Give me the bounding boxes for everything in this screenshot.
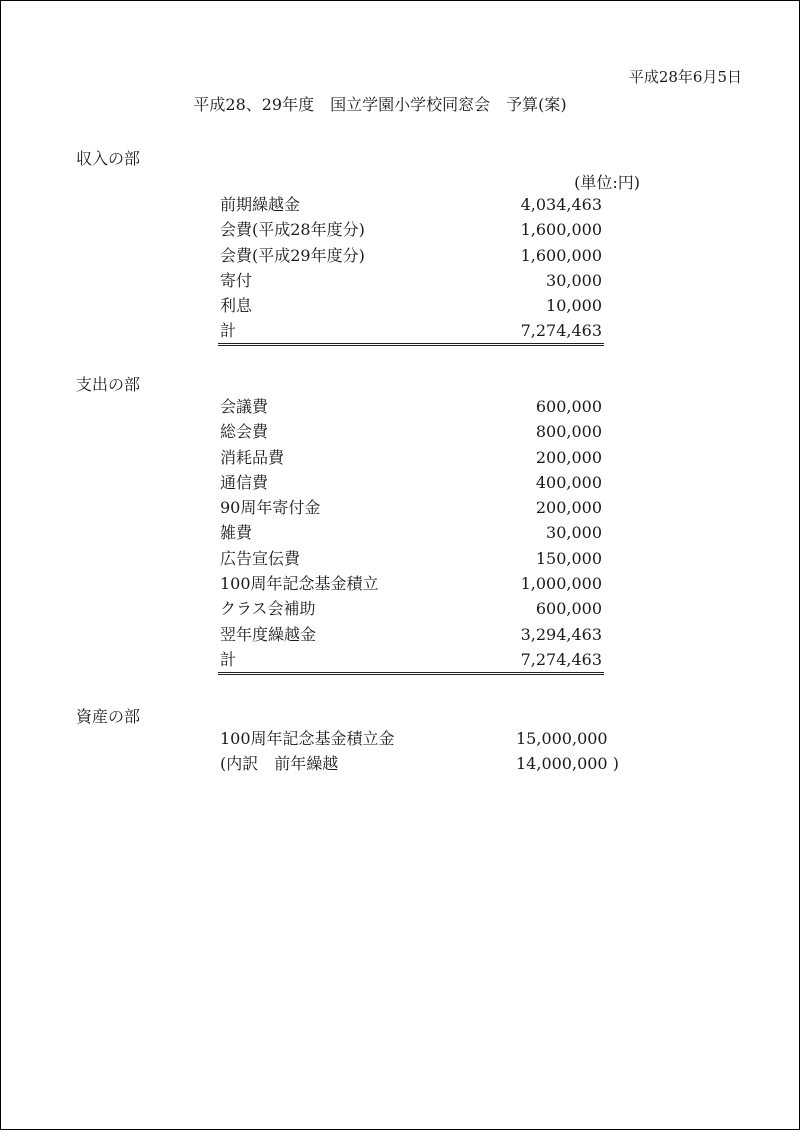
expenditure-total-row	[218, 647, 604, 672]
expenditure-item-amount: 3,294,463	[520, 624, 602, 644]
income-item-amount: 1,600,000	[520, 245, 602, 265]
expenditure-total-amount: 7,274,463	[520, 649, 602, 669]
expenditure-item-amount: 200,000	[535, 498, 602, 518]
expenditure-row	[218, 394, 604, 419]
expenditure-total-rule	[218, 672, 604, 675]
expenditure-row	[218, 419, 604, 444]
income-item-amount: 30,000	[546, 270, 602, 290]
expenditure-item-amount: 30,000	[546, 523, 602, 543]
expenditure-item-label: 総会費	[220, 422, 269, 442]
expenditure-item-amount: 200,000	[535, 447, 602, 467]
expenditure-item-label: 消耗品費	[220, 447, 285, 467]
expenditure-row	[218, 622, 604, 647]
asset-breakdown-label: (内訳 前年繰越	[220, 754, 339, 773]
income-row	[218, 192, 604, 217]
income-item-label: 会費(平成29年度分)	[220, 245, 365, 265]
expenditure-item-amount: 1,000,000	[520, 574, 602, 594]
income-item-label: 寄付	[220, 270, 253, 290]
income-row	[218, 243, 604, 268]
expenditure-item-label: 通信費	[220, 472, 269, 492]
income-total-rule	[218, 343, 604, 346]
expenditure-row	[218, 470, 604, 495]
income-item-amount: 10,000	[546, 296, 602, 316]
expenditure-item-label: 会議費	[220, 397, 269, 416]
asset-item-label: 100周年記念基金積立金	[220, 729, 395, 748]
expenditure-item-label: 雑費	[220, 523, 253, 543]
expenditure-item-amount: 800,000	[535, 422, 602, 442]
income-row	[218, 293, 604, 318]
expenditure-row	[218, 445, 604, 470]
expenditure-item-amount: 600,000	[535, 397, 602, 416]
expenditure-item-label: 翌年度繰越金	[220, 624, 317, 644]
expenditure-item-label: 100周年記念基金積立	[220, 574, 379, 594]
expenditure-table	[218, 394, 604, 672]
expenditure-row	[218, 546, 604, 571]
expenditure-item-label: 広告宣伝費	[220, 548, 301, 568]
expenditure-item-amount: 600,000	[535, 599, 602, 619]
expenditure-row	[218, 571, 604, 596]
income-item-amount: 1,600,000	[520, 220, 602, 240]
asset-item-amount: 15,000,000	[516, 729, 608, 748]
income-row	[218, 268, 604, 293]
expenditure-total-label: 計	[220, 649, 237, 669]
expenditure-item-amount: 400,000	[535, 472, 602, 492]
income-total-amount: 7,274,463	[520, 321, 602, 341]
income-item-label: 利息	[220, 296, 253, 316]
document-title: 平成28、29年度 国立学園小学校同窓会 予算(案)	[193, 95, 567, 114]
income-item-amount: 4,034,463	[520, 195, 602, 214]
income-table	[218, 192, 604, 344]
document-date: 平成28年6月5日	[628, 68, 742, 86]
expenditure-item-label: 90周年寄付金	[220, 498, 321, 518]
expenditure-item-amount: 150,000	[535, 548, 602, 568]
expenditure-row	[218, 520, 604, 545]
assets-heading: 資産の部	[76, 707, 141, 726]
income-row	[218, 217, 604, 242]
expenditure-heading: 支出の部	[76, 375, 141, 394]
income-total-row	[218, 318, 604, 343]
income-item-label: 会費(平成28年度分)	[220, 220, 365, 240]
expenditure-item-label: クラス会補助	[220, 599, 316, 619]
income-item-label: 前期繰越金	[220, 195, 301, 214]
income-total-label: 計	[220, 321, 237, 341]
asset-row	[220, 726, 640, 751]
expenditure-row	[218, 495, 604, 520]
income-heading: 収入の部	[76, 149, 141, 168]
asset-breakdown-row	[220, 751, 640, 776]
unit-label: (単位:円)	[574, 173, 640, 192]
asset-breakdown-amount: 14,000,000 )	[516, 754, 619, 773]
expenditure-row	[218, 596, 604, 621]
